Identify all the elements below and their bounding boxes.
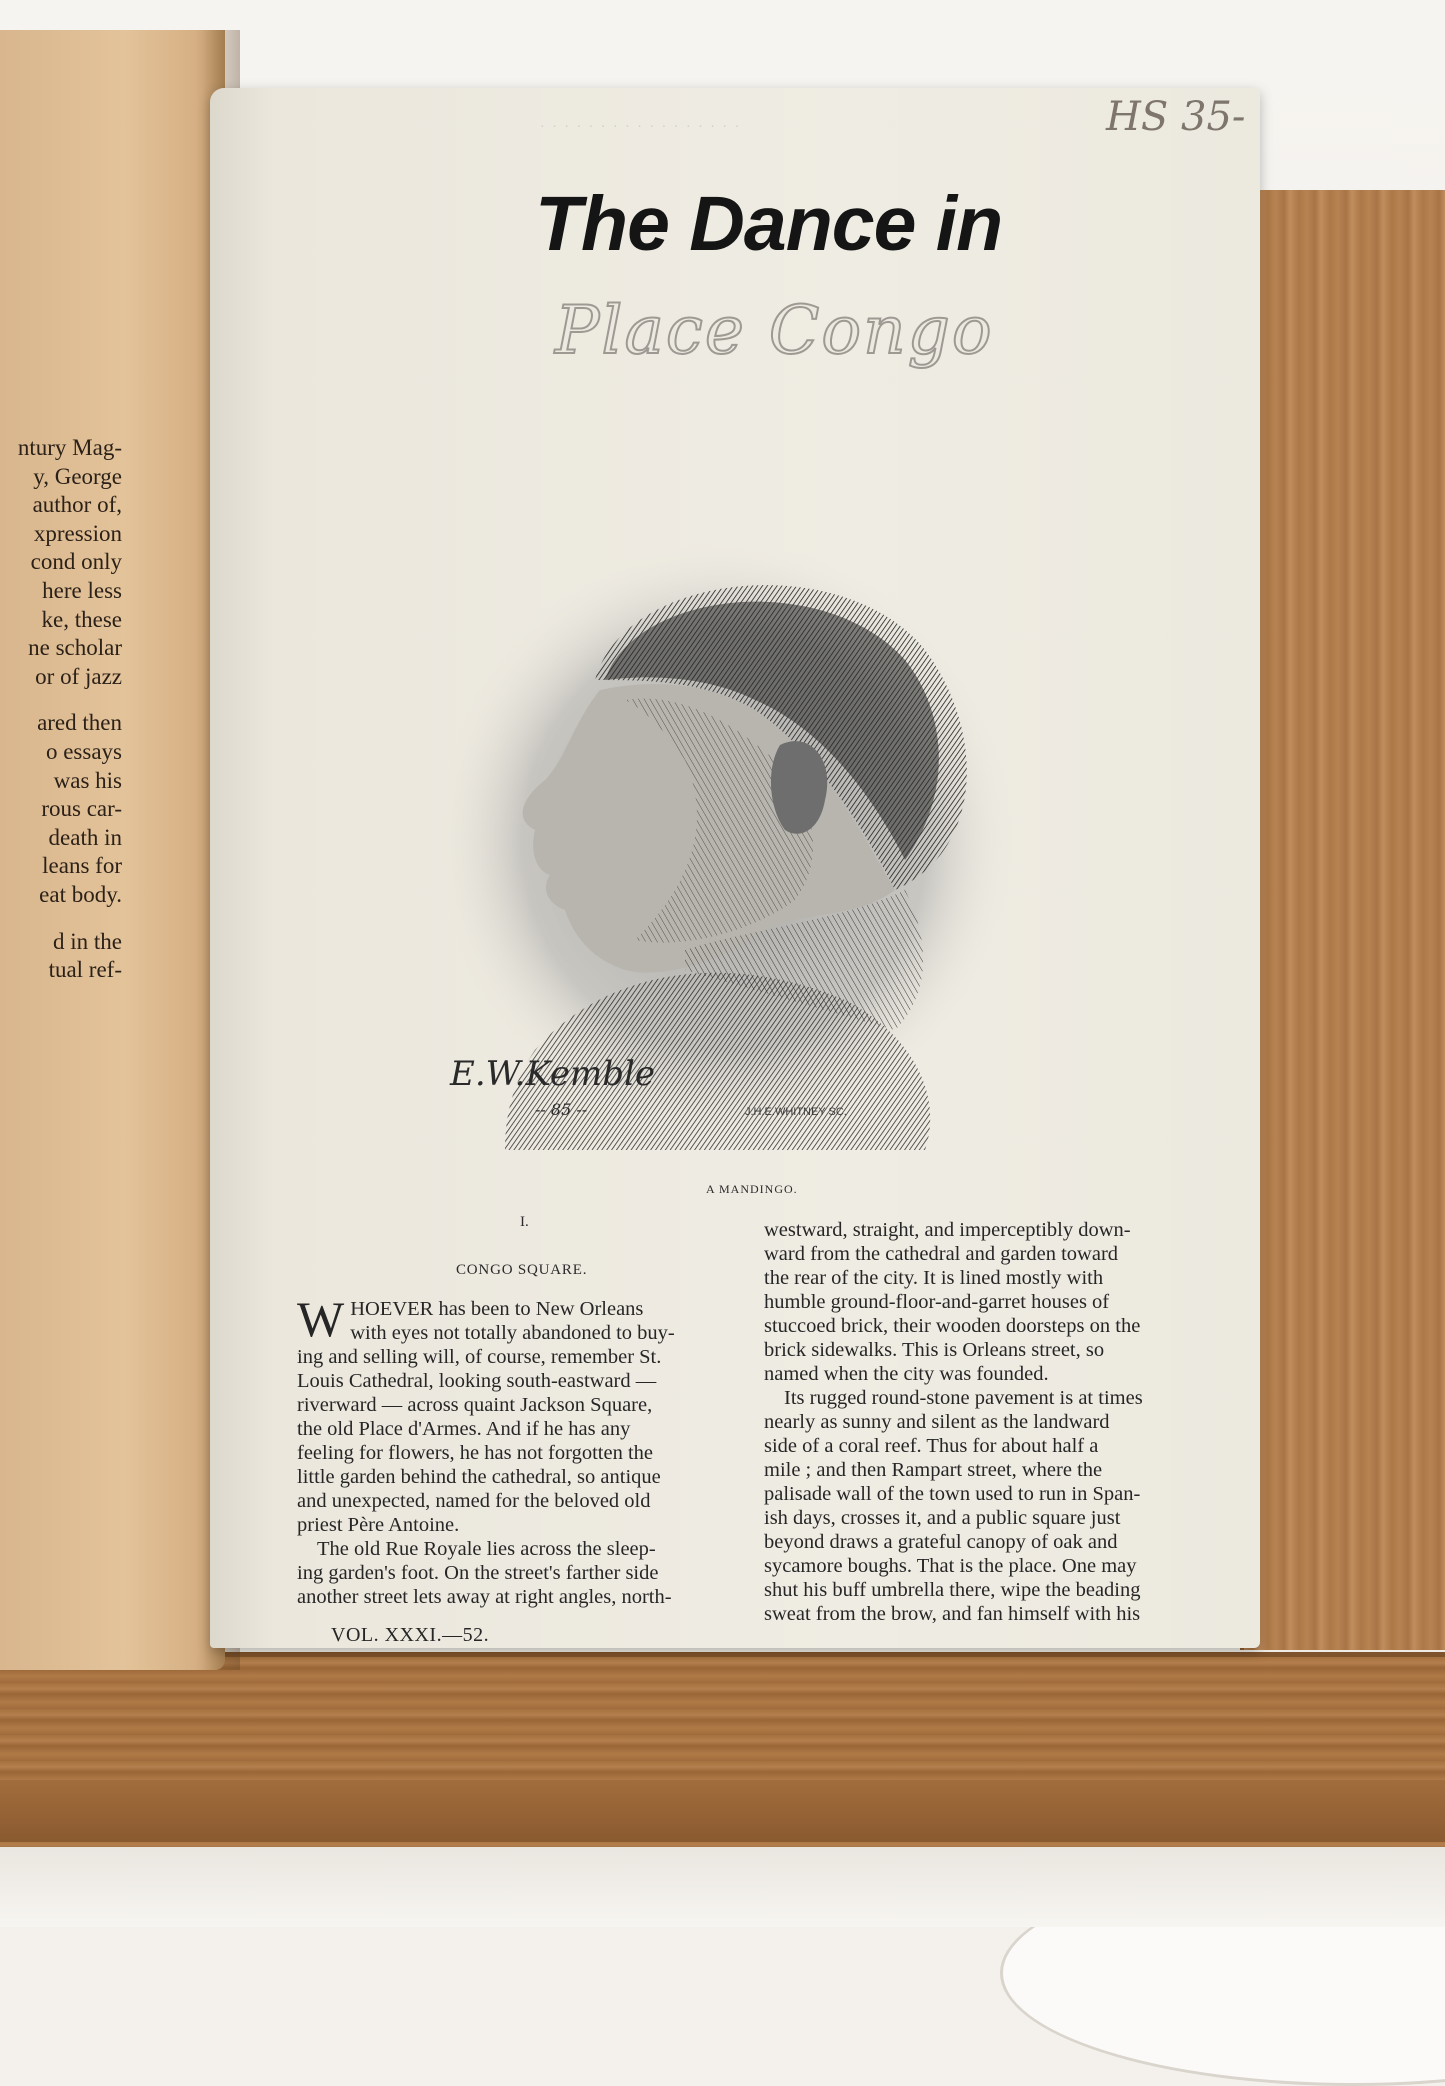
left-page-line: was his [53,767,122,793]
text-line: palisade wall of the town used to run in Span- [764,1483,1141,1505]
left-page-line: cond only [30,549,122,575]
text-line: ish days, crosses it, and a public square just [764,1507,1121,1529]
left-page-line: death in [48,824,122,850]
text-line: side of a coral reef. Thus for about half a [764,1435,1099,1457]
left-page-line: d in the [53,928,122,954]
text-line: the rear of the city. It is lined mostly with [764,1267,1104,1289]
pencil-annotation: HS 35- [1106,94,1246,140]
artist-signature: E.W.Kemble [450,1054,656,1094]
text-line: ing garden's foot. On the street's farther side [297,1562,659,1584]
article-title-outline: Place Congo [555,292,994,369]
text-line: priest Père Antoine. [297,1514,460,1536]
text-line: Louis Cathedral, looking south-eastward — [297,1370,657,1392]
text-line: sycamore boughs. That is the place. One may [764,1555,1137,1577]
left-page-line: ared then [37,710,122,736]
left-page-line: leans for [42,853,122,879]
text-line: mile ; and then Rampart street, where the [764,1459,1103,1481]
text-line: shut his buff umbrella there, wipe the beading [764,1579,1141,1601]
left-page-line: author of, [32,492,122,518]
text-line: and unexpected, named for the beloved old [297,1490,651,1512]
left-page-line: ne scholar [28,635,122,661]
section-title: CONGO SQUARE. [456,1262,588,1278]
drop-cap: W [297,1291,345,1347]
left-page-text [0,434,122,985]
left-page-gap [0,691,122,709]
text-column-right [764,1218,1212,1626]
left-page-line: rous car- [41,796,122,822]
shelf-edge [0,1780,1445,1842]
text-line: feeling for flowers, he has not forgotten the [297,1442,653,1464]
text-column-left [297,1291,747,1609]
text-line: Its rugged round-stone pavement is at times [784,1387,1143,1409]
left-page-line: eat body. [39,881,122,907]
text-line: nearly as sunny and silent as the landward [764,1411,1110,1433]
text-line: riverward — across quaint Jackson Square, [297,1394,653,1416]
left-page-line: ntury Mag- [17,435,122,460]
text-line: with eyes not totally abandoned to buy- [350,1322,675,1344]
text-line: westward, straight, and imperceptibly down- [764,1219,1131,1241]
engraver-credit: J.H.E.WHITNEY SC. [745,1106,847,1118]
engraved-portrait [425,530,1045,1150]
left-page-line: here less [42,577,122,603]
text-line: ing and selling will, of course, remember St. [297,1346,662,1368]
section-number: I. [520,1214,529,1230]
article-title: The Dance in [535,181,1003,267]
text-line: stuccoed brick, their wooden doorsteps on the [764,1315,1141,1337]
left-page-line: o essays [45,738,122,764]
text-line: sweat from the brow, and fan himself with his [764,1603,1141,1625]
text-line: brick sidewalks. This is Orleans street, so [764,1339,1105,1361]
text-line: beyond draws a grateful canopy of oak and [764,1531,1118,1553]
illustration-caption: A MANDINGO. [706,1182,798,1196]
text-line: the old Place d'Armes. And if he has any [297,1418,631,1440]
left-page-line: y, George [33,463,122,489]
left-page-line: tual ref- [48,957,122,983]
text-line: named when the city was founded. [764,1363,1049,1385]
floor [0,1842,1445,1927]
text-line: HOEVER has been to New Orleans [350,1298,644,1320]
page-folio: VOL. XXXI.—52. [331,1624,490,1646]
show-through-text: · · · · · · · · · · · · · · · · · [540,120,742,135]
left-page-line: or of jazz [35,663,122,689]
text-line: ward from the cathedral and garden toward [764,1243,1119,1265]
text-line: little garden behind the cathedral, so antique [297,1466,661,1488]
left-page-line: ke, these [41,606,122,632]
left-page-line: xpression [33,520,122,546]
text-line: humble ground-floor-and-garret houses of [764,1291,1110,1313]
wooden-book-stand [1240,190,1445,1650]
text-line: another street lets away at right angles, north- [297,1586,672,1608]
text-line: The old Rue Royale lies across the sleep- [317,1538,656,1560]
left-page [0,30,225,1670]
left-page-gap [0,910,122,928]
signature-year: -- 85 -- [535,1100,588,1119]
